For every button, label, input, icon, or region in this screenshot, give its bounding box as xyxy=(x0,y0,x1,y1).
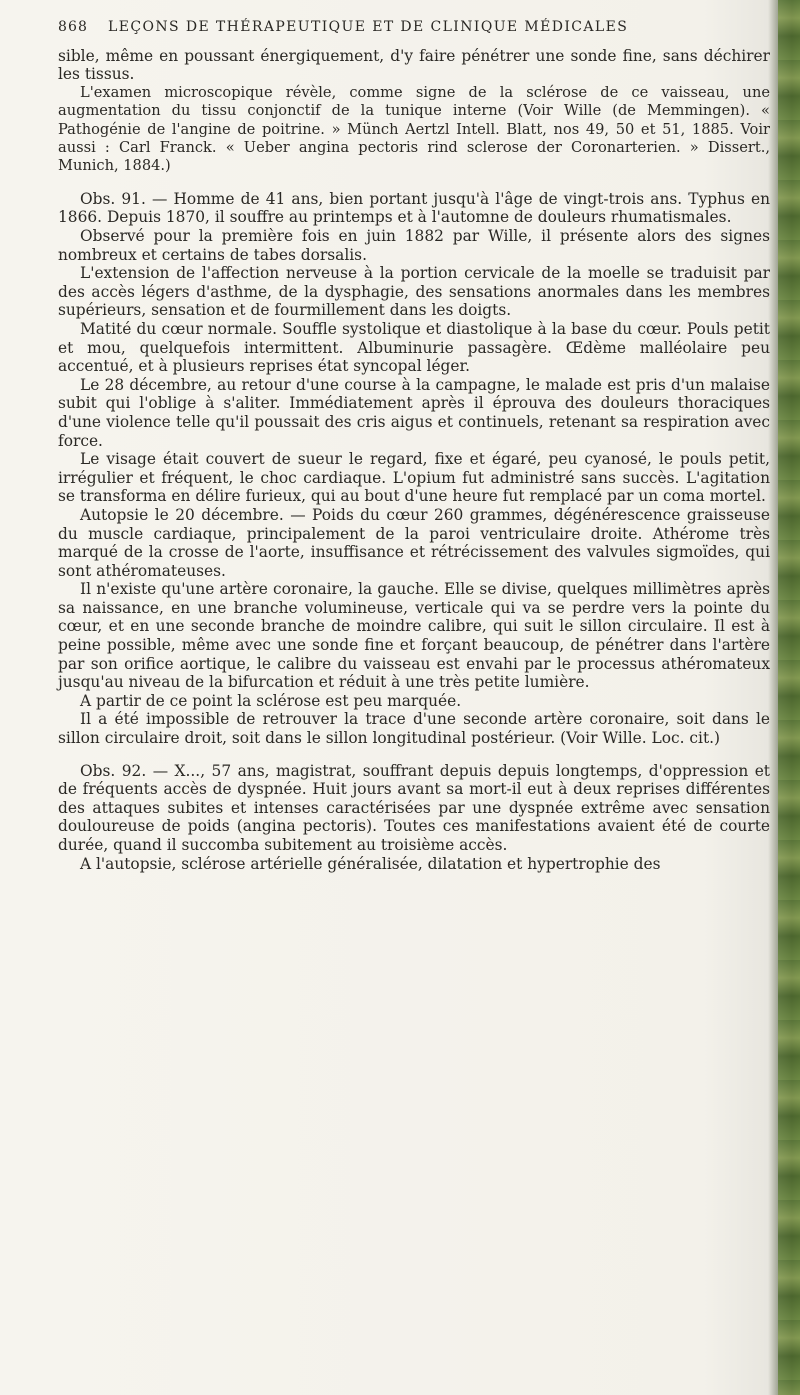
paragraph-impossible: Il a été impossible de retrouver la trace d'une seconde artère coronaire, soit dans le sillon circulaire droit, soit dans le sillon longitudinal postérieur. (Voir Wille. Loc. cit.) xyxy=(58,710,770,748)
paragraph-observed: Observé pour la première fois en juin 1882 par Wille, il présente alors des signes nombreux et certains de tabes dorsalis. xyxy=(58,227,770,264)
paragraph-continuation: sible, même en poussant énergiquement, d'y faire pénétrer une sonde fine, sans déchirer les tissus. xyxy=(58,46,770,84)
paragraph-autopsie: Autopsie le 20 décembre. — Poids du cœur 260 grammes, dégénérescence graisseuse du muscle cardiaque, principalement de la paroi ventriculaire droite. Athérome très marqué de la crosse de l'aorte, insuffisance et rétrécissement des valvules sigmoïdes, qui sont athéromateuses. xyxy=(58,505,770,580)
paragraph-28-decembre: Le 28 décembre, au retour d'une course à la campagne, le malade est pris d'un malaise subit qui l'oblige à s'aliter. Immédiatement après il éprouva des douleurs thoraciques d'une violence telle qu'il poussait des cris aigus et continuels, retenant sa respiration avec force. xyxy=(58,375,770,450)
paragraph-matite: Matité du cœur normale. Souffle systolique et diastolique à la base du cœur. Pouls petit et mou, quelquefois intermittent. Albuminurie passagère. Œdème malléolaire peu accentué, et à plusieurs reprises état syncopal léger. xyxy=(58,319,770,376)
paragraph-autopsie-92: A l'autopsie, sclérose artérielle généralisée, dilatation et hypertrophie des xyxy=(80,854,661,873)
paragraph-microscopic-exam: L'examen microscopique révèle, comme signe de la sclérose de ce vaisseau, une augmentation du tissu conjonctif de la tunique interne (Voir Wille (de Memmingen). « Pathogénie de l'angine de poitrine. » Münch Aertzl Intell. Blatt, nos 49, 50 et 51, 1885. Voir aussi : Carl Franck. « Ueber angina pectoris rind sclerose der Coronarterien. » Dissert., Munich, 1884.) xyxy=(58,83,770,175)
paragraph-visage: Le visage était couvert de sueur le regard, fixe et égaré, peu cyanosé, le pouls petit, irrégulier et fréquent, le choc cardiaque. L'opium fut administré sans succès. L'agitation se transforma en délire furieux, qui au bout d'une heure fut remplacé par un coma mortel. xyxy=(58,450,770,506)
page-header xyxy=(58,18,770,37)
page-number: 868 xyxy=(58,19,89,35)
page-content xyxy=(58,18,770,873)
paragraph-obs-92: Obs. 92. — X..., 57 ans, magistrat, souffrant depuis depuis longtemps, d'oppression et de fréquents accès de dyspnée. Huit jours avant sa mort-il eut à deux reprises différentes des attaques subites et intenses caractérisées par une dyspnée extrême avec sensation douloureuse de poids (angina pectoris). Toutes ces manifestations avaient été de courte durée, quand il succomba subitement au troisième accès. xyxy=(58,761,770,854)
paragraph-coronaire: Il n'existe qu'une artère coronaire, la gauche. Elle se divise, quelques millimètres après sa naissance, en une branche volumineuse, verticale qui va se perdre vers la pointe du cœur, et en une seconde branche de moindre calibre, qui suit le sillon circulaire. Il est à peine possible, même avec une sonde fine et forçant beaucoup, de pénétrer dans l'artère par son orifice aortique, le calibre du vaisseau est envahi par le processus athéromateux jusqu'au niveau de la bifurcation et réduit à une très petite lumière. xyxy=(58,580,770,692)
paragraph-obs-91: Obs. 91. — Homme de 41 ans, bien portant jusqu'à l'âge de vingt-trois ans. Typhus en 1866. Depuis 1870, il souffre au printemps et à l'automne de douleurs rhumatismales. xyxy=(58,189,770,227)
page-edge-binding xyxy=(778,0,800,1395)
running-head: LEÇONS DE THÉRAPEUTIQUE ET DE CLINIQUE MÉDICALES xyxy=(108,19,629,35)
paragraph-sclerose-point: A partir de ce point la sclérose est peu marquée. xyxy=(80,691,462,710)
paragraph-extension: L'extension de l'affection nerveuse à la portion cervicale de la moelle se traduisit par des accès légers d'asthme, de la dysphagie, des sensations anormales dans les membres supérieurs, sensation et de fourmillement dans les doigts. xyxy=(58,264,770,320)
